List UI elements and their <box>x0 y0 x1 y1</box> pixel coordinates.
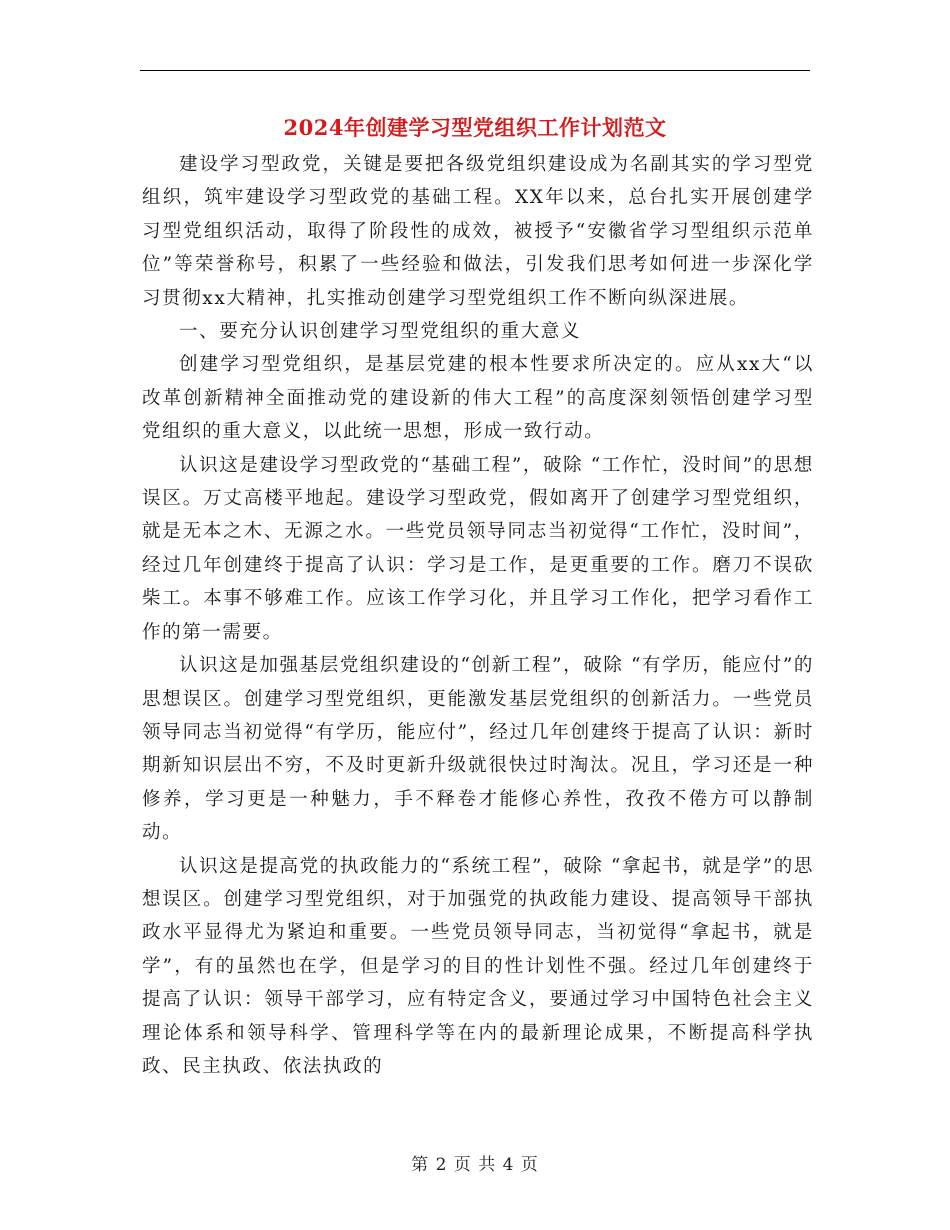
section-heading-1: 一、要充分认识创建学习型党组织的重大意义 <box>179 321 582 343</box>
paragraph-innovation-project: 认识这是加强基层党组织建设的“创新工程”，破除 “有学历，能应付”的思想误区。创建学习型党组织，更能激发基层党组织的创新活力。一些党员领导同志当初觉得“有学历，能应付”，经过几年创建终于提高了认识：新时期新知识层出不穷，不及时更新升级就很快过时淘汰。况且，学习还是一种修养，学习更是一种魅力，手不释卷才能修心养性，孜孜不倦方可以静制动。 <box>142 655 814 844</box>
paragraph-section-1: 创建学习型党组织，是基层党建的根本性要求所决定的。应从xx大“以改革创新精神全面推动党的建设新的伟大工程”的高度深刻领悟创建学习型党组织的重大意义，以此统一思想，形成一致行动。 <box>142 354 814 443</box>
page-footer: 第 2 页 共 4 页 <box>411 1155 539 1175</box>
paragraph-intro: 建设学习型政党，关键是要把各级党组织建设成为名副其实的学习型党组织，筑牢建设学习型政党的基础工程。XX年以来，总台扎实开展创建学习型党组织活动，取得了阶段性的成效，被授予“安徽省学习型组织示范单位”等荣誉称号，积累了一些经验和做法，引发我们思考如何进一步深化学习贯彻xx大精神，扎实推动创建学习型党组织工作不断向纵深进展。 <box>142 154 814 309</box>
document-body <box>142 148 814 1083</box>
document-title: 2024年创建学习型党组织工作计划范文 <box>283 115 667 140</box>
header-rule <box>140 70 810 71</box>
paragraph-system-project: 认识这是提高党的执政能力的“系统工程”，破除 “拿起书，就是学”的思想误区。创建学习型党组织，对于加强党的执政能力建设、提高领导干部执政水平显得尤为紧迫和重要。一些党员领导同志，当初觉得“拿起书，就是学”，有的虽然也在学，但是学习的目的性计划性不强。经过几年创建终于提高了认识：领导干部学习，应有特定含义，要通过学习中国特色社会主义理论体系和领导科学、管理科学等在内的最新理论成果，不断提高科学执政、民主执政、依法执政的 <box>142 855 814 1077</box>
paragraph-basic-project: 认识这是建设学习型政党的“基础工程”，破除 “工作忙，没时间”的思想误区。万丈高楼平地起。建设学习型政党，假如离开了创建学习型党组织，就是无本之木、无源之水。一些党员领导同志当初觉得“工作忙，没时间”，经过几年创建终于提高了认识：学习是工作，是更重要的工作。磨刀不误砍柴工。本事不够难工作。应该工作学习化，并且学习工作化，把学习看作工作的第一需要。 <box>142 454 814 643</box>
